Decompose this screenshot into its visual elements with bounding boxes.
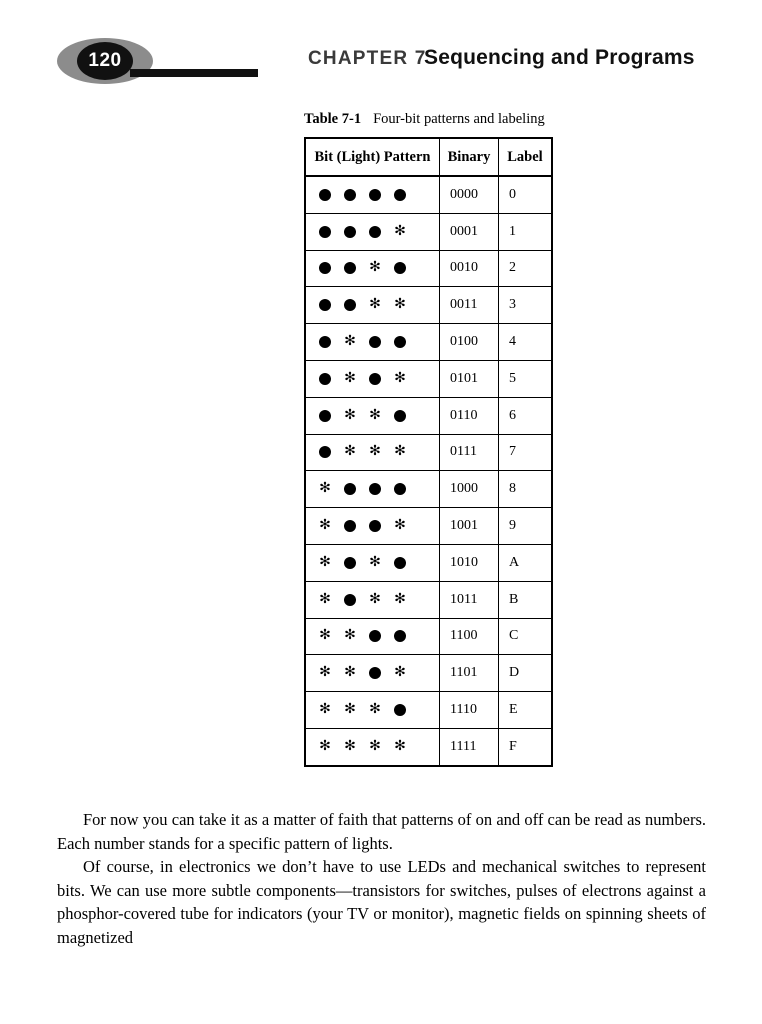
table-row bbox=[305, 324, 552, 361]
bit-group bbox=[319, 619, 439, 655]
table-row bbox=[305, 471, 552, 508]
bit-on-icon bbox=[369, 667, 381, 679]
bit-off-icon bbox=[369, 446, 381, 458]
bit-on-icon bbox=[369, 226, 381, 238]
bit-off-icon bbox=[394, 226, 406, 238]
bit-off-icon bbox=[369, 704, 381, 716]
table-caption-label: Table 7-1 bbox=[304, 111, 362, 127]
bit-on-icon bbox=[344, 189, 356, 201]
cell-label: E bbox=[499, 692, 553, 729]
bit-off-icon bbox=[319, 520, 331, 532]
column-header-binary: Binary bbox=[440, 138, 499, 176]
table-row bbox=[305, 360, 552, 397]
table-row bbox=[305, 250, 552, 287]
cell-binary: 1101 bbox=[440, 655, 499, 692]
cell-label: 9 bbox=[499, 508, 553, 545]
cell-binary: 1001 bbox=[440, 508, 499, 545]
bit-on-icon bbox=[344, 557, 356, 569]
bit-off-icon bbox=[369, 299, 381, 311]
cell-bit-pattern bbox=[305, 728, 440, 765]
bit-off-icon bbox=[319, 483, 331, 495]
bit-group bbox=[319, 692, 439, 728]
bit-group bbox=[319, 177, 439, 213]
cell-binary: 0111 bbox=[440, 434, 499, 471]
bit-off-icon bbox=[344, 741, 356, 753]
column-header-pattern: Bit (Light) Pattern bbox=[305, 138, 440, 176]
bit-off-icon bbox=[344, 336, 356, 348]
bit-on-icon bbox=[394, 630, 406, 642]
bit-off-icon bbox=[319, 667, 331, 679]
bit-group bbox=[319, 655, 439, 691]
bit-group bbox=[319, 251, 439, 287]
table-row bbox=[305, 213, 552, 250]
cell-binary: 0100 bbox=[440, 324, 499, 361]
body-paragraph-2: Of course, in electronics we don’t have to use LEDs and mechanical switches to represent bits. We can use more subtle components—transistors for switches, pulses of electrons against a phosphor-covered tube for indicators (your TV or monitor), magnetic fields on spinning sheets of magnetized bbox=[57, 857, 706, 947]
bit-on-icon bbox=[369, 373, 381, 385]
bit-off-icon bbox=[394, 741, 406, 753]
bit-on-icon bbox=[369, 520, 381, 532]
bit-off-icon bbox=[319, 557, 331, 569]
cell-binary: 0000 bbox=[440, 176, 499, 213]
table-row bbox=[305, 618, 552, 655]
bit-group bbox=[319, 545, 439, 581]
bit-off-icon bbox=[394, 594, 406, 606]
bit-group bbox=[319, 287, 439, 323]
cell-label: 1 bbox=[499, 213, 553, 250]
cell-bit-pattern bbox=[305, 581, 440, 618]
cell-label: D bbox=[499, 655, 553, 692]
bit-group bbox=[319, 214, 439, 250]
cell-binary: 0101 bbox=[440, 360, 499, 397]
bit-off-icon bbox=[319, 630, 331, 642]
bit-group bbox=[319, 471, 439, 507]
bit-on-icon bbox=[344, 594, 356, 606]
table-row bbox=[305, 692, 552, 729]
bit-group bbox=[319, 508, 439, 544]
bit-on-icon bbox=[319, 226, 331, 238]
bit-off-icon bbox=[319, 594, 331, 606]
bit-off-icon bbox=[394, 520, 406, 532]
table-caption-text: Four-bit patterns and labeling bbox=[373, 111, 545, 127]
bit-on-icon bbox=[319, 410, 331, 422]
table-header-row bbox=[305, 138, 552, 176]
bit-off-icon bbox=[344, 446, 356, 458]
cell-label: 6 bbox=[499, 397, 553, 434]
column-header-label: Label bbox=[499, 138, 553, 176]
bit-off-icon bbox=[394, 446, 406, 458]
bit-on-icon bbox=[369, 630, 381, 642]
bit-group bbox=[319, 324, 439, 360]
bit-off-icon bbox=[319, 704, 331, 716]
bit-on-icon bbox=[344, 262, 356, 274]
bit-off-icon bbox=[369, 262, 381, 274]
bit-on-icon bbox=[319, 446, 331, 458]
table-row bbox=[305, 397, 552, 434]
table-row bbox=[305, 508, 552, 545]
bit-on-icon bbox=[394, 336, 406, 348]
bit-off-icon bbox=[369, 741, 381, 753]
table-row bbox=[305, 655, 552, 692]
bit-on-icon bbox=[319, 336, 331, 348]
bit-group bbox=[319, 729, 439, 765]
cell-bit-pattern bbox=[305, 508, 440, 545]
table-row bbox=[305, 544, 552, 581]
bit-on-icon bbox=[369, 336, 381, 348]
bit-off-icon bbox=[369, 557, 381, 569]
bit-on-icon bbox=[319, 299, 331, 311]
cell-binary: 0011 bbox=[440, 287, 499, 324]
cell-bit-pattern bbox=[305, 213, 440, 250]
header-rule bbox=[130, 69, 258, 77]
cell-binary: 0001 bbox=[440, 213, 499, 250]
cell-bit-pattern bbox=[305, 287, 440, 324]
cell-bit-pattern bbox=[305, 324, 440, 361]
cell-label: B bbox=[499, 581, 553, 618]
chapter-title: Sequencing and Programs bbox=[424, 46, 695, 69]
cell-binary: 1100 bbox=[440, 618, 499, 655]
bit-off-icon bbox=[369, 410, 381, 422]
bit-on-icon bbox=[394, 189, 406, 201]
cell-label: 2 bbox=[499, 250, 553, 287]
cell-label: 3 bbox=[499, 287, 553, 324]
cell-label: 7 bbox=[499, 434, 553, 471]
bit-off-icon bbox=[344, 667, 356, 679]
four-bit-pattern-table bbox=[304, 137, 553, 767]
cell-binary: 1111 bbox=[440, 728, 499, 765]
bit-off-icon bbox=[394, 373, 406, 385]
page-number: 120 bbox=[88, 50, 122, 71]
cell-bit-pattern bbox=[305, 655, 440, 692]
cell-binary: 1000 bbox=[440, 471, 499, 508]
table-row bbox=[305, 434, 552, 471]
bit-group bbox=[319, 582, 439, 618]
bit-on-icon bbox=[369, 483, 381, 495]
bit-off-icon bbox=[394, 299, 406, 311]
cell-bit-pattern bbox=[305, 471, 440, 508]
cell-binary: 1011 bbox=[440, 581, 499, 618]
table-caption bbox=[304, 111, 545, 128]
bit-off-icon bbox=[344, 630, 356, 642]
cell-binary: 1110 bbox=[440, 692, 499, 729]
cell-label: A bbox=[499, 544, 553, 581]
cell-binary: 0110 bbox=[440, 397, 499, 434]
cell-bit-pattern bbox=[305, 434, 440, 471]
bit-on-icon bbox=[344, 520, 356, 532]
table-row bbox=[305, 728, 552, 765]
bit-on-icon bbox=[319, 262, 331, 274]
cell-bit-pattern bbox=[305, 397, 440, 434]
bit-on-icon bbox=[344, 483, 356, 495]
bit-group bbox=[319, 398, 439, 434]
bit-off-icon bbox=[319, 741, 331, 753]
table-row bbox=[305, 287, 552, 324]
bit-off-icon bbox=[344, 410, 356, 422]
bit-on-icon bbox=[394, 410, 406, 422]
bit-on-icon bbox=[319, 373, 331, 385]
body-paragraph-1: For now you can take it as a matter of faith that patterns of on and off can be read as numbers. Each number stands for a specific pattern of lights. bbox=[57, 810, 706, 853]
table-row bbox=[305, 176, 552, 213]
cell-label: 5 bbox=[499, 360, 553, 397]
cell-binary: 1010 bbox=[440, 544, 499, 581]
cell-label: 0 bbox=[499, 176, 553, 213]
cell-bit-pattern bbox=[305, 618, 440, 655]
cell-label: 8 bbox=[499, 471, 553, 508]
bit-on-icon bbox=[394, 557, 406, 569]
chapter-label: CHAPTER 7 bbox=[308, 48, 427, 69]
bit-off-icon bbox=[369, 594, 381, 606]
bit-group bbox=[319, 435, 439, 471]
bit-on-icon bbox=[394, 704, 406, 716]
cell-bit-pattern bbox=[305, 544, 440, 581]
cell-bit-pattern bbox=[305, 176, 440, 213]
bit-off-icon bbox=[344, 373, 356, 385]
cell-binary: 0010 bbox=[440, 250, 499, 287]
table-body bbox=[305, 176, 552, 766]
page-number-badge bbox=[57, 38, 153, 84]
cell-label: F bbox=[499, 728, 553, 765]
cell-bit-pattern bbox=[305, 360, 440, 397]
bit-off-icon bbox=[394, 667, 406, 679]
bit-on-icon bbox=[369, 189, 381, 201]
bit-on-icon bbox=[394, 483, 406, 495]
bit-off-icon bbox=[344, 704, 356, 716]
bit-on-icon bbox=[394, 262, 406, 274]
cell-bit-pattern bbox=[305, 250, 440, 287]
table-row bbox=[305, 581, 552, 618]
bit-group bbox=[319, 361, 439, 397]
cell-label: 4 bbox=[499, 324, 553, 361]
bit-on-icon bbox=[319, 189, 331, 201]
cell-label: C bbox=[499, 618, 553, 655]
bit-on-icon bbox=[344, 299, 356, 311]
table-header bbox=[305, 138, 552, 176]
page-header bbox=[0, 38, 762, 96]
body-text bbox=[57, 808, 706, 949]
cell-bit-pattern bbox=[305, 692, 440, 729]
bit-on-icon bbox=[344, 226, 356, 238]
